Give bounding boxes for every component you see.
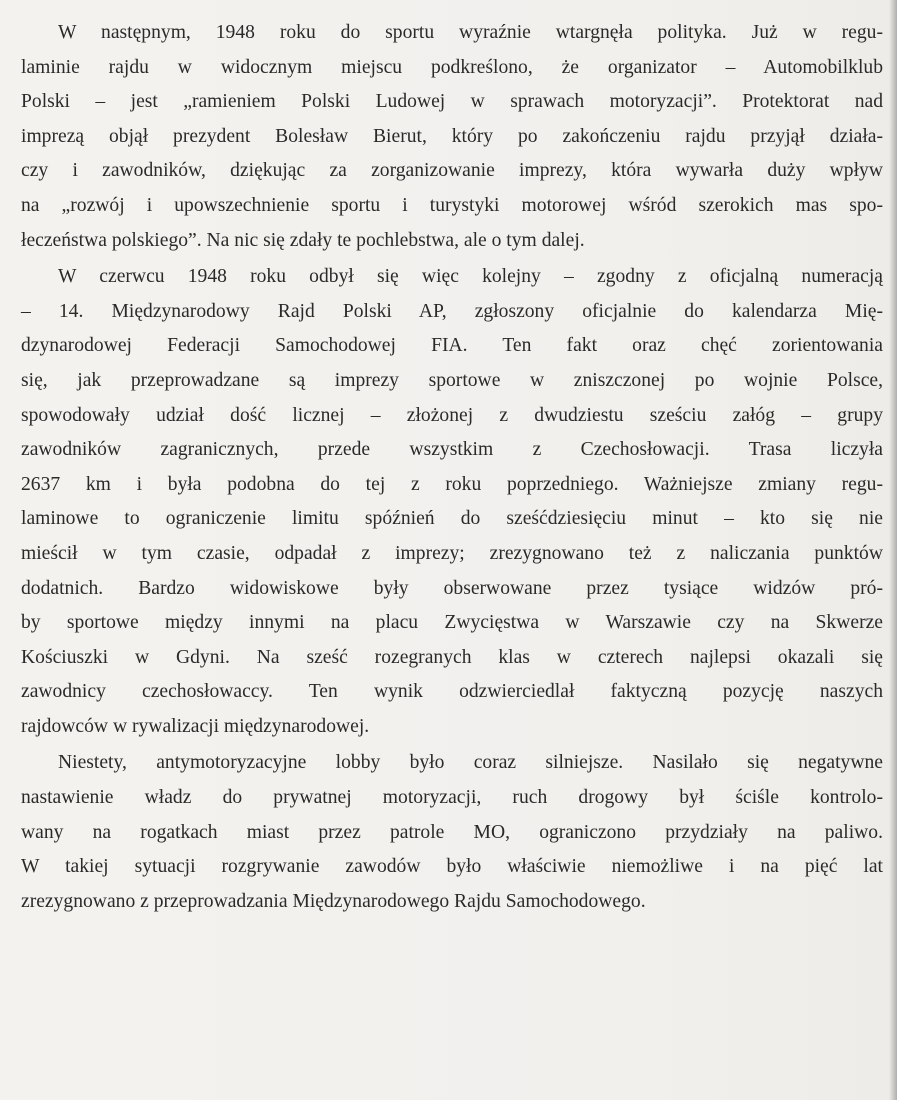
text-line: spowodowały udział dość licznej – złożonej z dwudziestu sześciu załóg – grupy (21, 404, 883, 426)
text-line: by sportowe między innymi na placu Zwycięstwa w Warszawie czy na Skwerze (21, 612, 883, 634)
text-line: W następnym, 1948 roku do sportu wyraźnie wtargnęła polityka. Już w regu- (58, 22, 883, 43)
paragraph-3 (21, 746, 883, 919)
text-line: nastawienie władz do prywatnej motoryzacji, ruch drogowy był ściśle kontrolo- (21, 787, 883, 809)
text-line: imprezą objął prezydent Bolesław Bierut, który po zakończeniu rajdu przyjął działa- (21, 125, 883, 147)
page-edge-shadow (889, 0, 897, 1100)
paragraph-2 (21, 260, 883, 744)
text-line: Niestety, antymotoryzacyjne lobby było coraz silniejsze. Nasilało się negatywne (58, 752, 883, 774)
text-line: laminowe to ograniczenie limitu spóźnień do sześćdziesięciu minut – kto się nie (21, 508, 883, 530)
text-line: zawodnicy czechosłowaccy. Ten wynik odzwierciedlał faktyczną pozycję naszych (21, 681, 883, 703)
text-line: W czerwcu 1948 roku odbył się więc kolejny – zgodny z oficjalną numeracją (58, 266, 883, 288)
text-line: W takiej sytuacji rozgrywanie zawodów było właściwie niemożliwe i na pięć lat (21, 856, 883, 878)
text-line: rajdowców w rywalizacji międzynarodowej. (21, 715, 370, 737)
text-line: wany na rogatkach miast przez patrole MO, ograniczono przydziały na paliwo. (21, 821, 883, 843)
text-line: Polski – jest „ramieniem Polski Ludowej w sprawach motoryzacji”. Protektorat nad (21, 91, 883, 113)
body-text (21, 16, 883, 921)
text-line: na „rozwój i upowszechnienie sportu i turystyki motorowej wśród szerokich mas spo- (21, 194, 883, 216)
text-line: – 14. Międzynarodowy Rajd Polski AP, zgłoszony oficjalnie do kalendarza Mię- (21, 300, 883, 322)
text-line: się, jak przeprowadzane są imprezy sportowe w zniszczonej po wojnie Polsce, (21, 369, 883, 391)
text-line: dzynarodowej Federacji Samochodowej FIA. Ten fakt oraz chęć zorientowania (21, 335, 883, 357)
text-line: zawodników zagranicznych, przede wszystkim z Czechosłowacji. Trasa liczyła (21, 439, 883, 461)
text-line: laminie rajdu w widocznym miejscu podkreślono, że organizator – Automobilklub (21, 56, 883, 78)
text-line: Kościuszki w Gdyni. Na sześć rozegranych klas w czterech najlepsi okazali się (21, 646, 883, 668)
paragraph-1 (21, 16, 883, 258)
text-line: czy i zawodników, dziękując za zorganizowanie imprezy, która wywarła duży wpływ (21, 160, 883, 182)
text-line: zrezygnowano z przeprowadzania Międzynarodowego Rajdu Samochodowego. (21, 890, 646, 912)
text-line: łeczeństwa polskiego”. Na nic się zdały te pochlebstwa, ale o tym dalej. (21, 229, 585, 251)
text-line: mieścił w tym czasie, odpadał z imprezy; zrezygnowano też z naliczania punktów (21, 542, 883, 564)
text-line: dodatnich. Bardzo widowiskowe były obserwowane przez tysiące widzów pró- (21, 577, 883, 599)
text-line: 2637 km i była podobna do tej z roku poprzedniego. Ważniejsze zmiany regu- (21, 473, 883, 495)
